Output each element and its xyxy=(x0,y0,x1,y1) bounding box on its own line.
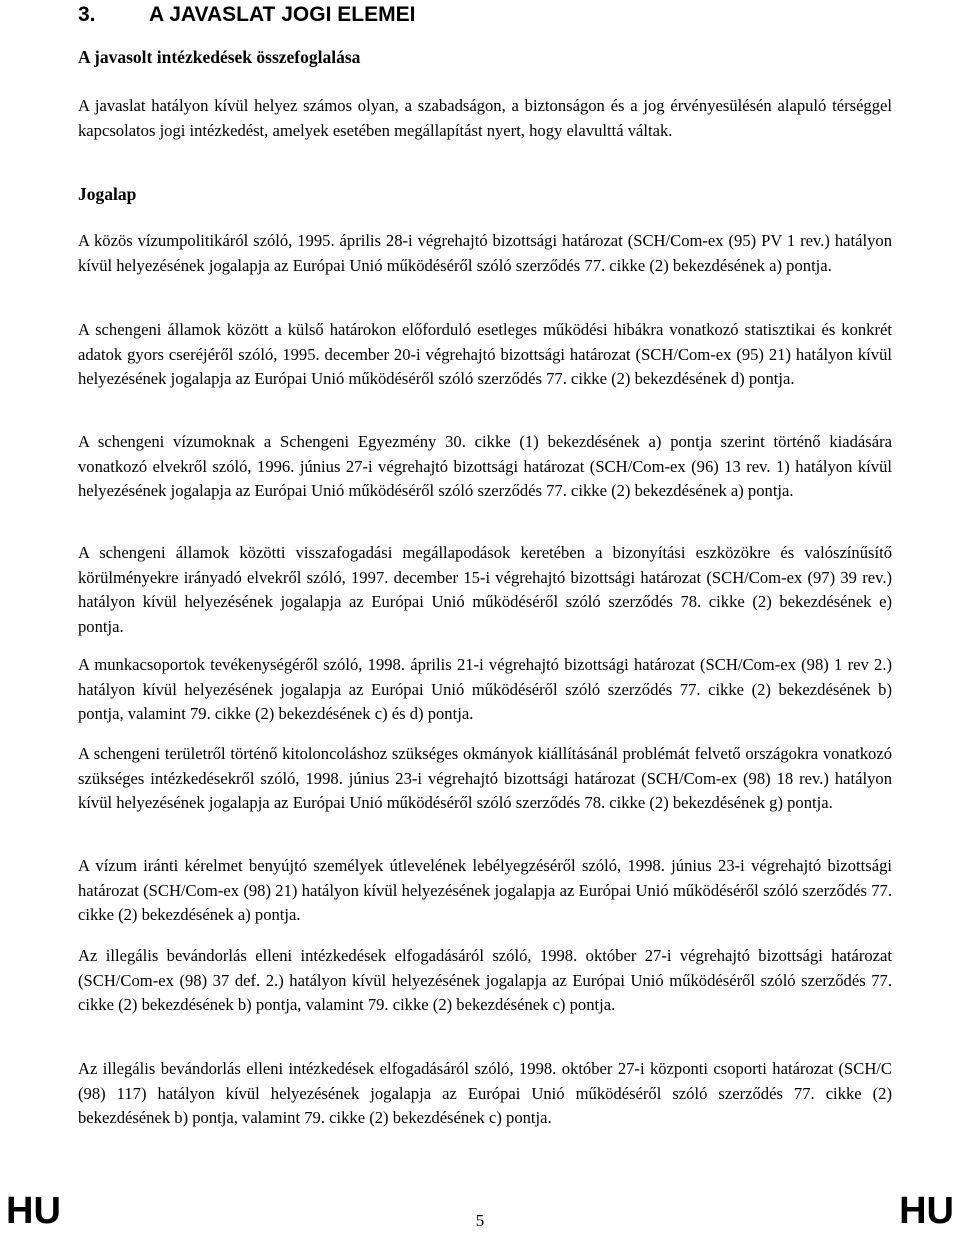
page-number: 5 xyxy=(475,1211,485,1230)
footer-language-code-left: HU xyxy=(6,1190,61,1232)
summary-heading: A javasolt intézkedések összefoglalása xyxy=(78,47,361,67)
legal-basis-paragraph-6: A schengeni területről történő kitoloncoláshoz szükséges okmányok kiállításánál problémát felvető országokra vonatkozó szükséges intézkedésekről szóló, 1998. június 23-i végrehajtó bizottsági határozat (SCH/Com-ex (98) 18 rev.) hatályon kívül helyezésének jogalapja az Európai Unió működéséről szóló szerződés 78. cikke (2) bekezdésének g) pontja. xyxy=(78,744,892,812)
legal-basis-paragraph-9: Az illegális bevándorlás elleni intézkedések elfogadásáról szóló, 1998. október 27-i központi csoporti határozat (SCH/C (98) 117) hatályon kívül helyezésének jogalapja az Európai Unió működéséről szóló szerződés 77. cikke (2) bekezdésének b) pontja, valamint 79. cikke (2) bekezdésének c) pontja. xyxy=(78,1059,892,1127)
section-title: A JAVASLAT JOGI ELEMEI xyxy=(149,3,416,26)
legal-basis-paragraph-8: Az illegális bevándorlás elleni intézkedések elfogadásáról szóló, 1998. október 27-i végrehajtó bizottsági határozat (SCH/Com-ex (98) 37 def. 2.) hatályon kívül helyezésének jogalapja az Európai Unió működéséről szóló szerződés 77. cikke (2) bekezdésének b) pontja, valamint 79. cikke (2) bekezdésének c) pontja. xyxy=(78,946,892,1014)
legal-basis-paragraph-4: A schengeni államok közötti visszafogadási megállapodások keretében a bizonyítási eszközökre és valószínűsítő körülményekre irányadó elvekről szóló, 1997. december 15-i végrehajtó bizottsági határozat (SCH/Com-ex (97) 39 rev.) hatályon kívül helyezésének jogalapja az Európai Unió működéséről szóló szerződés 78. cikke (2) bekezdésének e) pontja. xyxy=(78,543,892,636)
legal-basis-paragraph-7: A vízum iránti kérelmet benyújtó személyek útlevelének lebélyegzéséről szóló, 1998. június 23-i végrehajtó bizottsági határozat (SCH/Com-ex (98) 21) hatályon kívül helyezésének jogalapja az Európai Unió működéséről szóló szerződés 77. cikke (2) bekezdésének a) pontja. xyxy=(78,856,892,924)
legal-basis-paragraph-2: A schengeni államok között a külső határokon előforduló esetleges működési hibákra vonatkozó statisztikai és konkrét adatok gyors cseréjéről szóló, 1995. december 20-i végrehajtó bizottsági határozat (SCH/Com-ex (95) 21) hatályon kívül helyezésének jogalapja az Európai Unió működéséről szóló szerződés 77. cikke (2) bekezdésének d) pontja. xyxy=(78,320,892,388)
legal-basis-heading: Jogalap xyxy=(78,184,137,204)
legal-basis-paragraph-1: A közös vízumpolitikáról szóló, 1995. április 28-i végrehajtó bizottsági határozat (SCH/Com-ex (95) PV 1 rev.) hatályon kívül helyezésének jogalapja az Európai Unió működéséről szóló szerződés 77. cikke (2) bekezdésének a) pontja. xyxy=(78,231,892,275)
footer-language-code-right: HU xyxy=(899,1190,954,1232)
legal-basis-paragraph-5: A munkacsoportok tevékenységéről szóló, 1998. április 21-i végrehajtó bizottsági határozat (SCH/Com-ex (98) 1 rev 2.) hatályon kívül helyezésének jogalapja az Európai Unió működéséről szóló szerződés 77. cikke (2) bekezdésének b) pontja, valamint 79. cikke (2) bekezdésének c) és d) pontja. xyxy=(78,655,892,723)
legal-basis-paragraph-3: A schengeni vízumoknak a Schengeni Egyezmény 30. cikke (1) bekezdésének a) pontja szerint történő kiadására vonatkozó elvekről szóló, 1996. június 27-i végrehajtó bizottsági határozat (SCH/Com-ex (96) 13 rev. 1) hatályon kívül helyezésének jogalapja az Európai Unió működéséről szóló szerződés 77. cikke (2) bekezdésének a) pontja. xyxy=(78,432,892,500)
section-heading xyxy=(78,2,415,28)
section-number: 3. xyxy=(78,3,96,26)
summary-paragraph: A javaslat hatályon kívül helyez számos olyan, a szabadságon, a biztonságon és a jog érvényesülésén alapuló térséggel kapcsolatos jogi intézkedést, amelyek esetében megállapítást nyert, hogy elavulttá váltak. xyxy=(78,96,892,140)
